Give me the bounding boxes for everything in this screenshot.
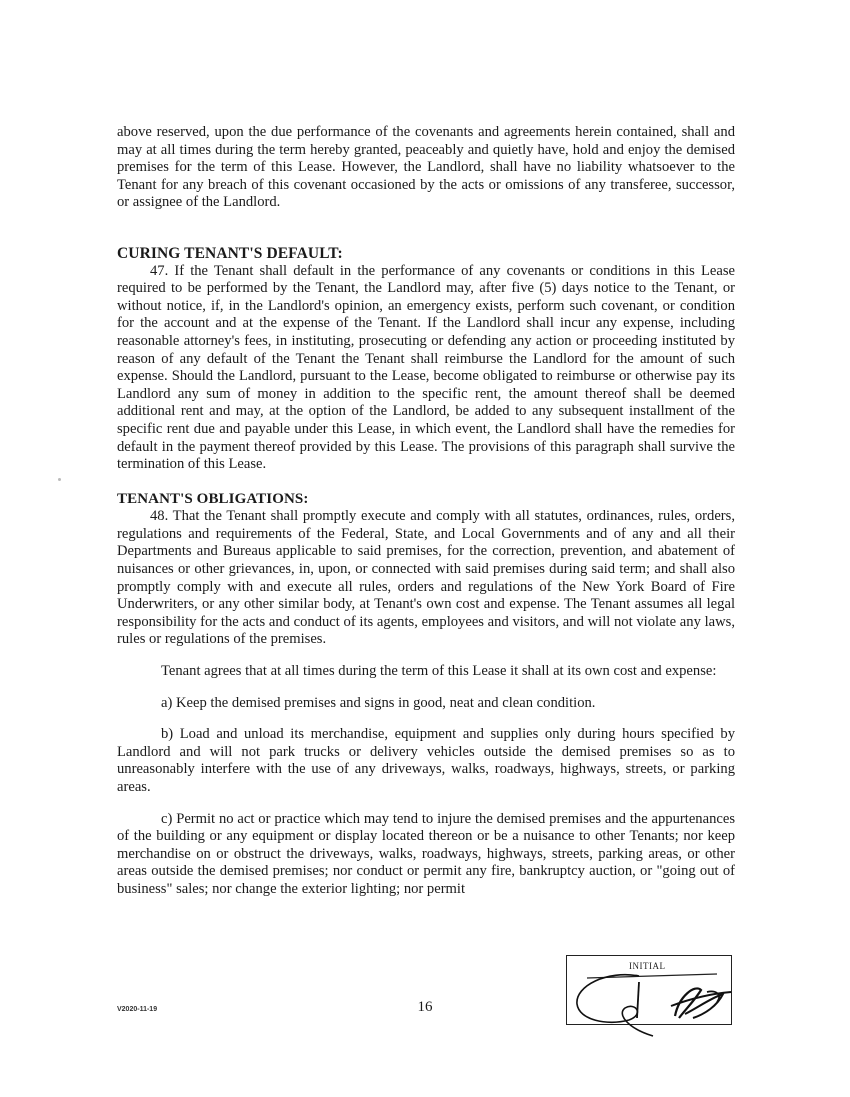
section-heading-tenant-obligations: TENANT'S OBLIGATIONS: <box>117 490 309 507</box>
spacer <box>117 797 735 811</box>
list-item-a: a) Keep the demised premises and signs in good, neat and clean condition. <box>161 694 596 711</box>
initial-box <box>566 955 732 1025</box>
initial-label: INITIAL <box>629 961 666 971</box>
list-item-c: c) Permit no act or practice which may tend to injure the demised premises and the appurtenances of the building or any equipment or display located thereon or be a nuisance to other Tenants; nor keep merchandise on or obstruct the driveways, walks, roadways, highways, streets, parking areas, or other areas outside the demised premises; nor conduct or permit any fire, bankruptcy auction, or "going out of business" sales; nor change the exterior lighting; nor permit <box>117 810 735 897</box>
page-number: 16 <box>417 999 433 1015</box>
spacer <box>117 474 735 491</box>
list-item-b: b) Load and unload its merchandise, equipment and supplies only during hours specified by Landlord and will not park trucks or delivery vehicles outside the demised premises so as to unreasonably interfere with the use of any driveways, walks, roadways, highways, streets, or parking areas. <box>117 726 735 795</box>
intro-paragraph: above reserved, upon the due performance of the covenants and agreements herein contained, shall and may at all times during the term hereby granted, peaceably and quietly have, hold and enjoy the demised premises for the term of this Lease. However, the Landlord, shall have no liability whatsoever to the Tenant for any breach of this covenant occasioned by the acts or omissions of any transferee, successor, or assignee of the Landlord. <box>117 124 735 211</box>
paragraph-47: 47. If the Tenant shall default in the performance of any covenants or conditions in this Lease required to be performed by the Tenant, the Landlord may, after five (5) days notice to the Tenant, or without notice, if, in the Landlord's opinion, an emergency exists, perform such covenant, or condition for the account and at the expense of the Tenant. If the Landlord shall incur any expense, including reasonable attorney's fees, in instituting, prosecuting or defending any action or proceeding instituted by reason of any default of the Tenant the Tenant shall reimburse the Landlord for the amount of such expense. Should the Landlord, pursuant to the Lease, become obligated to reimburse or otherwise pay its Landlord any sum of money in addition to the specific rent, the amount thereof shall be deemed additional rent and may, at the option of the Landlord, be added to any subsequent installment of the specific rent due and payable under this Lease, in which event, the Landlord shall have the remedies for default in the payment thereof provided by this Lease. The provisions of this paragraph shall survive the termination of this Lease. <box>117 262 735 473</box>
spacer <box>117 212 735 245</box>
spacer <box>117 681 735 695</box>
agreement-intro-paragraph: Tenant agrees that at all times during the term of this Lease it shall at its own cost and expense: <box>161 663 717 680</box>
initials-signature <box>567 956 733 1044</box>
version-label: V2020-11-19 <box>117 1006 158 1013</box>
section-heading-curing-default: CURING TENANT'S DEFAULT: <box>117 244 343 262</box>
spacer <box>117 649 735 663</box>
scan-speck <box>58 478 61 481</box>
paragraph-48: 48. That the Tenant shall promptly execute and comply with all statutes, ordinances, rules, orders, regulations and requirements of the Federal, State, and Local Governments and of any and all their Departments and Bureaus applicable to said premises, for the correction, prevention, and abatement of nuisances or other grievances, in, upon, or connected with said premises during said term; and shall also promptly comply with and execute all rules, orders and regulations of the New York Board of Fire Underwriters, or any other similar body, at Tenant's own cost and expense. The Tenant assumes all legal responsibility for the acts and conduct of its agents, employees and visitors, and will not violate any laws, rules or regulations of the premises. <box>117 508 735 648</box>
lease-page-body <box>117 124 735 899</box>
spacer <box>117 712 735 726</box>
